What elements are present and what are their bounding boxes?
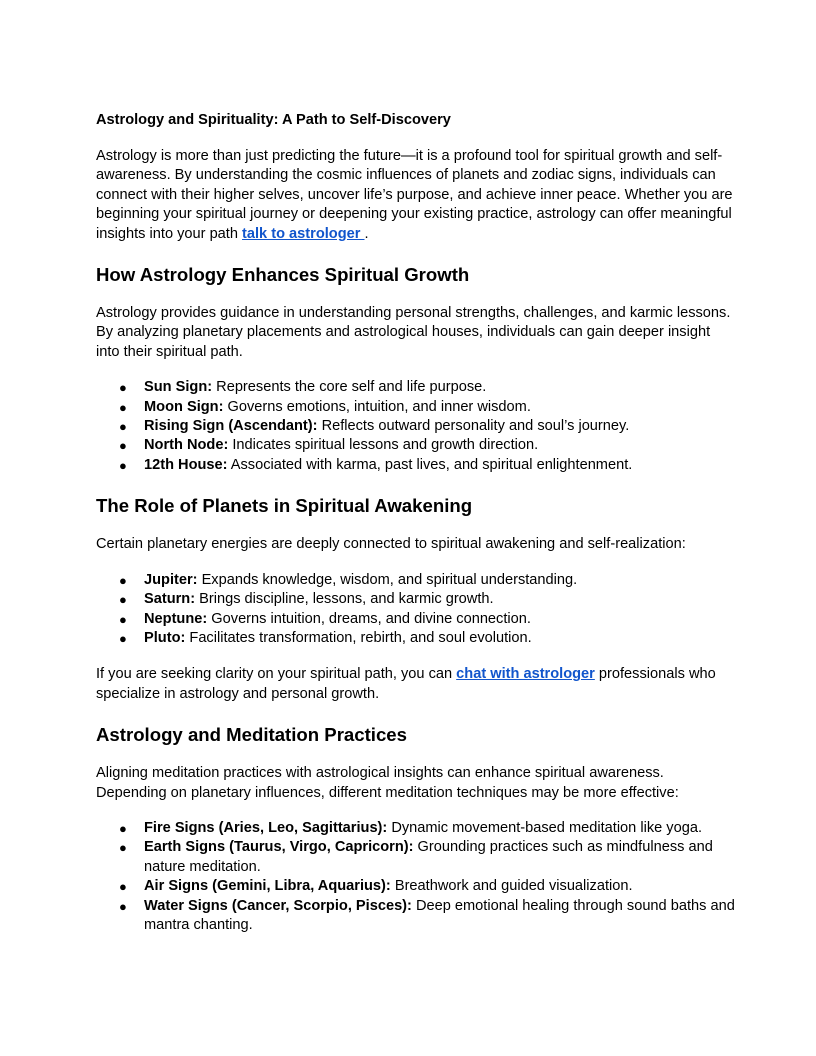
bullet-icon: ● xyxy=(119,457,127,473)
list-spiritual-growth xyxy=(96,378,736,475)
list-meditation xyxy=(96,819,736,935)
list-item-desc: Indicates spiritual lessons and growth direction. xyxy=(228,437,539,454)
intro-paragraph xyxy=(96,147,736,244)
list-item-term: Moon Sign: xyxy=(144,398,224,415)
list-item-desc: Breathwork and guided visualization. xyxy=(390,878,633,895)
section-paragraph-spiritual-growth: Astrology provides guidance in understanding personal strengths, challenges, and karmic lessons. By analyzing planetary placements and astrological houses, individuals can gain deeper insight into their spiritual path. xyxy=(96,305,731,360)
list-item-term: Sun Sign: xyxy=(144,379,213,396)
list-item xyxy=(96,877,736,896)
document-body xyxy=(96,111,736,935)
bullet-icon: ● xyxy=(119,572,127,588)
bullet-icon: ● xyxy=(119,380,127,396)
bullet-icon: ● xyxy=(119,630,127,646)
closing-text-after: professionals who specialize in astrology and personal growth. xyxy=(96,666,716,702)
section-paragraph-meditation: Aligning meditation practices with astrological insights can enhance spiritual awareness. Depending on planetary influences, different meditation techniques may be more effective: xyxy=(96,765,679,801)
list-item-desc: Represents the core self and life purpose. xyxy=(212,379,487,396)
list-item xyxy=(96,571,736,590)
list-item xyxy=(96,590,736,609)
list-item-term: Pluto: xyxy=(144,629,186,646)
closing-paragraph-planets xyxy=(96,665,736,704)
section-heading-planets: The Role of Planets in Spiritual Awakening xyxy=(96,495,473,517)
bullet-icon: ● xyxy=(119,438,127,454)
section-heading-spiritual-growth: How Astrology Enhances Spiritual Growth xyxy=(96,264,470,286)
list-item-term: 12th House: xyxy=(144,456,228,473)
list-item-desc: Governs emotions, intuition, and inner wisdom. xyxy=(223,398,531,415)
list-item xyxy=(96,456,736,475)
intro-end: . xyxy=(364,225,369,242)
list-item-term: Saturn: xyxy=(144,591,196,608)
list-item-term: Earth Signs (Taurus, Virgo, Capricorn): xyxy=(144,839,414,856)
list-item xyxy=(96,629,736,648)
document-title: Astrology and Spirituality: A Path to Self-Discovery xyxy=(96,112,451,128)
closing-text-before: If you are seeking clarity on your spiritual path, you can xyxy=(96,666,457,683)
list-item-term: North Node: xyxy=(144,437,229,454)
list-item xyxy=(96,417,736,436)
list-planets xyxy=(96,571,736,649)
bullet-icon: ● xyxy=(119,399,127,415)
list-item-desc: Governs intuition, dreams, and divine connection. xyxy=(207,610,531,627)
list-item-desc: Facilitates transformation, rebirth, and soul evolution. xyxy=(185,629,532,646)
list-item xyxy=(96,838,736,877)
bullet-icon: ● xyxy=(119,592,127,608)
list-item xyxy=(96,610,736,629)
list-item-term: Neptune: xyxy=(144,610,208,627)
list-item-term: Water Signs (Cancer, Scorpio, Pisces): xyxy=(144,897,412,914)
list-item-desc: Expands knowledge, wisdom, and spiritual understanding. xyxy=(197,571,578,588)
list-item xyxy=(96,378,736,397)
chat-with-astrologer-link[interactable]: chat with astrologer xyxy=(456,666,595,683)
list-item xyxy=(96,398,736,417)
bullet-icon: ● xyxy=(119,419,127,435)
list-item xyxy=(96,436,736,455)
bullet-icon: ● xyxy=(119,611,127,627)
bullet-icon: ● xyxy=(119,898,127,914)
list-item xyxy=(96,819,736,838)
list-item-term: Rising Sign (Ascendant): xyxy=(144,418,318,435)
bullet-icon: ● xyxy=(119,820,127,836)
list-item-desc: Brings discipline, lessons, and karmic growth. xyxy=(195,591,494,608)
intro-text: Astrology is more than just predicting the future—it is a profound tool for spiritual growth and self-awareness. By understanding the cosmic influences of planets and zodiac signs, individuals can connect with their higher selves, uncover life’s purpose, and achieve inner peace. Whether you are beginning your spiritual journey or deepening your existing practice, astrology can offer meaningful insights into your path xyxy=(96,148,733,242)
section-heading-meditation: Astrology and Meditation Practices xyxy=(96,724,407,746)
list-item-desc: Grounding practices such as mindfulness and nature meditation. xyxy=(144,839,713,875)
list-item-desc: Deep emotional healing through sound baths and mantra chanting. xyxy=(144,897,735,933)
talk-to-astrologer-link[interactable]: talk to astrologer xyxy=(242,225,365,242)
list-item-desc: Associated with karma, past lives, and spiritual enlightenment. xyxy=(227,456,633,473)
list-item xyxy=(96,897,736,936)
bullet-icon: ● xyxy=(119,840,127,856)
list-item-term: Air Signs (Gemini, Libra, Aquarius): xyxy=(144,878,391,895)
bullet-icon: ● xyxy=(119,879,127,895)
list-item-term: Fire Signs (Aries, Leo, Sagittarius): xyxy=(144,819,388,836)
section-paragraph-planets: Certain planetary energies are deeply connected to spiritual awakening and self-realization: xyxy=(96,536,686,553)
list-item-desc: Reflects outward personality and soul’s journey. xyxy=(317,418,630,435)
list-item-term: Jupiter: xyxy=(144,571,198,588)
list-item-desc: Dynamic movement-based meditation like yoga. xyxy=(387,819,703,836)
